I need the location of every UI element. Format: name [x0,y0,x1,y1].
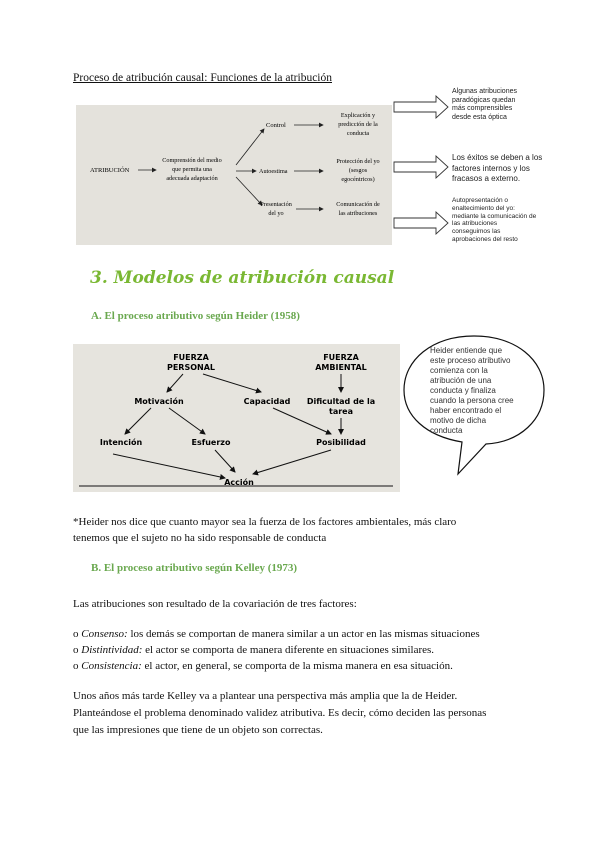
list-item: o Consistencia: el actor, en general, se comporta de la misma manera en esa situación. [73,660,453,672]
heider-accion: Acción [224,478,254,487]
kelley-intro: Las atribuciones son resultado de la covariación de tres factores: [73,598,357,610]
section-heading: 3. Modelos de atribución causal [90,268,395,288]
attribution-functions-diagram [76,105,392,245]
heider-fuerza-ambiental-2: AMBIENTAL [315,363,367,372]
diagram-node-atribucion: ATRIBUCIÓN [90,167,130,174]
heider-note: *Heider nos dice que cuanto mayor sea la fuerza de los factores ambientales, más claro tenemos que el sujeto no ha sido responsable de conducta [73,516,457,544]
speech-bubble-text: Heider entiende que este proceso atributivo comienza con la atribución de una conducta y finaliza cuando la persona cree haber encontrado el motivo de dicha conducta [430,346,514,435]
callout-paradoxical: Algunas atribuciones paradógicas quedan más comprensibles desde esta óptica [452,88,517,121]
diagram-node-proteccion-3: egocéntricos) [341,176,375,183]
callout-arrows [392,92,452,242]
heider-fuerza-personal-1: FUERZA [173,353,209,362]
diagram-node-comunicacion-1: Comunicación de [336,201,380,208]
diagram-node-proteccion-2: (sesgos [348,167,368,174]
diagram-node-explicacion-1: Explicación y [340,112,376,119]
diagram-node-explicacion-3: conducta [346,130,370,137]
diagram-node-comprension-2: que permita una [172,166,212,173]
heider-capacidad: Capacidad [243,397,291,406]
heider-dificultad-1: Dificultad de la [306,397,376,406]
kelley-closing-paragraph: Unos años más tarde Kelley va a plantear una perspectiva más amplia que la de Heider. Planteándose el problema denominado validez atributiva. Es decir, cómo deciden las personas que las impresiones que tiene de un objeto son correctas. [73,690,487,736]
diagram-node-comprension-1: Comprensión del medio [162,157,222,164]
heider-fuerza-ambiental-1: FUERZA [323,353,359,362]
diagram-node-autoestima: Autoestima [259,168,288,175]
callout-successes: Los éxitos se deben a los factores internos y los fracasos a externo. [452,153,543,183]
diagram-node-control: Control [266,122,286,129]
diagram-node-explicacion-2: predicción de la [338,121,378,128]
callout-self-presentation: Autopresentación o enaltecimiento del yo: mediante la comunicación de las atribuciones conseguimos las aprobaciones del resto [452,197,537,243]
diagram-node-presentacion-2: del yo [268,210,284,217]
list-item: o Distintividad: el actor se comporta de manera diferente en situaciones similares. [73,644,435,656]
diagram-node-comprension-3: adecuada adaptación [166,175,218,182]
diagram-node-proteccion-1: Protección del yo [336,158,380,165]
heider-posibilidad: Posibilidad [316,438,366,447]
heider-esfuerzo: Esfuerzo [191,438,231,447]
diagram-node-presentacion-1: Presentación [260,201,292,208]
subheading-kelley: B. El proceso atributivo según Kelley (1973) [91,562,298,574]
subheading-heider: A. El proceso atributivo según Heider (1958) [91,310,300,322]
list-item: o Consenso: los demás se comportan de manera similar a un actor en las mismas situaciones [73,628,480,640]
section-title: Proceso de atribución causal: Funciones de la atribución [73,72,332,84]
heider-dificultad-2: tarea [329,407,353,416]
heider-intencion: Intención [99,438,143,447]
kelley-factor-list [73,626,480,674]
heider-diagram [73,344,400,492]
heider-motivacion: Motivación [134,397,184,406]
diagram-node-comunicacion-2: las atribuciones [338,210,378,217]
heider-fuerza-personal-2: PERSONAL [166,363,216,372]
